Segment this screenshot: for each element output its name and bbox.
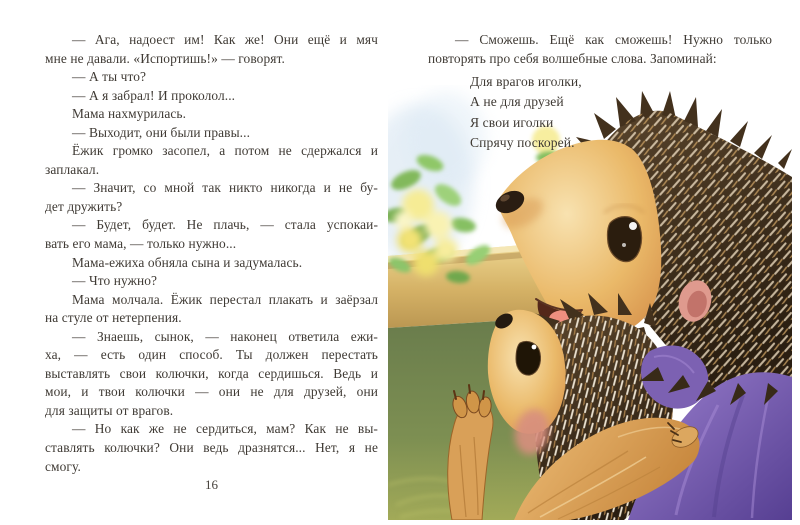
story-line: Мама-ежиха обняла сына и задумалась. (72, 254, 303, 270)
story-line: — Значит, со мной так никто никогда и не бу- (72, 180, 378, 196)
story-line: Мама нахмурилась. (72, 106, 187, 122)
poem-line: Спрячу поскорей. (470, 135, 575, 151)
story-line: вать его мама, — только нужно... (45, 236, 237, 252)
story-line: ставлять колючки? Они ведь дразнятся... Нет, я не (45, 440, 378, 456)
story-line: — Будет, будет. Не плачь, — стала успокаи- (72, 217, 378, 233)
story-line: — Что нужно? (72, 273, 158, 289)
story-line: на стуле от нетерпения. (45, 310, 182, 326)
left-page-text (45, 31, 378, 476)
poem-line: А не для друзей (470, 94, 564, 110)
story-line: смогу. (45, 458, 81, 474)
poem-line: Для врагов иголки, (470, 74, 582, 90)
poem-line: Я свои иголки (470, 114, 554, 130)
story-line: — Но как же не сердиться, мам? Как не вы- (72, 421, 378, 437)
story-line: — Ага, надоест им! Как же! Они ещё и мяч (72, 32, 378, 47)
story-line: заплакал. (45, 161, 100, 177)
story-line: — Знаешь, сынок, — наконец ответила ежи- (72, 328, 378, 344)
story-line: — Сможешь. Ещё как сможешь! Нужно только (455, 32, 772, 47)
story-line: выставлять свои колючки, когда сердишься. Ведь и (45, 365, 378, 381)
magic-words-poem (428, 72, 772, 154)
story-line: Ёжик громко засопел, а потом не сдержался и (72, 143, 378, 159)
story-line: мне не давали. «Испортишь!» — говорят. (45, 50, 285, 66)
story-line: повторять про себя волшебные слова. Запоминай: (428, 50, 717, 66)
story-line: мои, и твои колючки — они не для друзей, они (45, 384, 378, 400)
story-line: ха, — есть один способ. Ты должен перестать (45, 347, 378, 363)
story-line: — А ты что? (72, 69, 147, 85)
story-line: — А я забрал! И проколол... (72, 87, 236, 103)
page-number: 16 (205, 477, 218, 492)
story-line: Мама молчала. Ёжик перестал плакать и заёрзал (72, 291, 378, 307)
story-line: дет дружить? (45, 198, 123, 214)
right-page-text (428, 31, 772, 154)
story-line: — Выходит, они были правы... (72, 124, 251, 140)
story-line: для защиты от врагов. (45, 402, 174, 418)
